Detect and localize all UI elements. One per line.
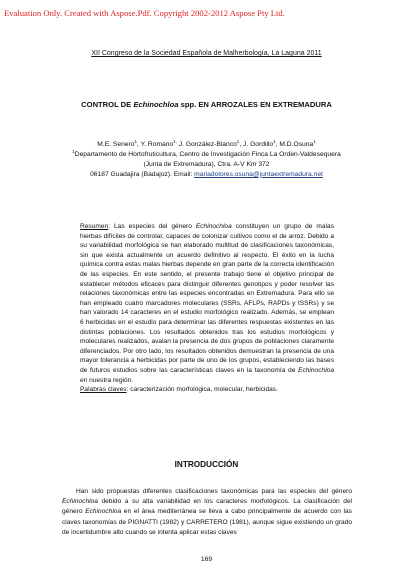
affiliation-line-1 — [30, 150, 383, 160]
author-block — [30, 140, 383, 180]
affiliation-line-2: (Junta de Extremadura), Ctra. A-V Km 372 — [143, 160, 270, 168]
title-suffix: spp. EN ARROZALES EN EXTREMADURA — [178, 100, 332, 109]
intro-text: en el área mediterránea se lleva a cabo principalmente de acuerdo con las claves taxonomías de PIGNATTI (1982) y CARRETERO (1981), aunque sigue existiendo un grado de incertidumbre alto cuando se intenta aplicar estas claves — [62, 508, 352, 536]
intro-genus: Echinochloa — [62, 498, 98, 506]
abstract-text: en nuestra región. — [80, 376, 134, 384]
introduction-paragraph — [62, 487, 352, 538]
congress-header: XII Congreso de la Sociedad Española de Malherbología, La Laguna 2011 — [91, 50, 322, 57]
abstract-label: Resumen — [80, 223, 109, 230]
keywords — [80, 385, 334, 395]
intro-text: Han sido propuestas diferentes clasificaciones taxonómicas para las especies del género — [76, 488, 352, 495]
affiliation-mark: 1 — [72, 148, 75, 154]
keywords-text: : caracterización morfológica, molecular, herbicidas. — [126, 386, 278, 394]
abstract-genus: Echinochloa — [298, 366, 334, 374]
address-text: 06187 Guadajira (Badajoz). Email: — [90, 170, 195, 178]
keywords-label: Palabras claves — [80, 386, 127, 394]
abstract-genus: Echinochloa — [195, 223, 232, 230]
author-list — [30, 140, 383, 150]
author-name: M.E. Senero — [97, 141, 135, 148]
author-affiliation-mark: 1 — [313, 138, 316, 144]
author-affiliation-mark: 1, — [173, 138, 177, 144]
email-link[interactable]: mariadolores.osuna@juntaextremadura.net — [194, 170, 323, 178]
author-name: J. Gordillo — [243, 141, 274, 148]
affiliation-text: Departamento de Hortofruticultura, Centro de Investigación Finca La Orden-Valdesequera — [74, 150, 341, 158]
abstract — [80, 222, 334, 395]
author-separator: , — [275, 141, 280, 148]
intro-genus: Echinochloa — [85, 508, 122, 516]
author-separator: , — [239, 141, 244, 148]
abstract-body — [80, 222, 334, 385]
page-number: 169 — [200, 556, 213, 563]
address-line — [30, 170, 383, 180]
intro-text: debido a su alta variabilidad en los caracteres morfológicos. La clasificación del género — [62, 498, 352, 516]
author-name: J. González-Blanco — [178, 141, 237, 148]
abstract-text: constituyen un grupo de malas hierbas difíciles de controlar, capaces de colonizar cultivos como el de arroz. Debido a su variabilidad morfológica se han elaborado multitud de clasificaciones taxonómicas, sin que exista actualmente un acuerdo definitivo al respecto. El éxito en la lucha química contra estas malas hierbas depende en gran parte de la correcta identificación de las especies. En este sentido, el presente trabajo tiene el objetivo principal de establecer métodos eficaces para distinguir diferentes genotipos y poder resolver las relaciones taxonómicas entre las especies encontradas en Extremadura. Para ello se han empleado cuatro marcadores moleculares (SSRs, AFLPs, RAPDs y ISSRs) y se han valorado 14 caracteres en el estudio morfológico realizado. Además, se emplean 6 herbicidas en el estudio para determinar las diferentes respuestas existentes en las distintas poblaciones. Los resultados obtenidos tras los estudios morfológicos y moleculares realizados, avalan la presencia de dos grupos de poblaciones claramente diferenciados. Por otro lado, los resultados obtenidos demuestran la presencia de una mayor tolerancia a herbicidas por parte de uno de los grupos, estableciendo las bases de futuros estudios sobre las características claves en la taxonomía de — [80, 223, 335, 374]
title-genus: Echinochloa — [133, 100, 179, 109]
section-heading-introduction: INTRODUCCIÓN — [174, 460, 239, 469]
paper-title — [0, 100, 413, 109]
author-affiliation-mark: 1 — [236, 138, 240, 144]
author-affiliation-mark: 1 — [134, 138, 137, 144]
author-name: M.D.Osuna — [279, 141, 314, 148]
author-name: Y. Romano — [140, 141, 174, 148]
author-separator: , — [136, 141, 141, 148]
evaluation-watermark: Evaluation Only. Created with Aspose.Pdf. Copyright 2002-2012 Aspose Pty Ltd. — [4, 8, 285, 18]
abstract-text: : Las especies del género — [108, 223, 196, 230]
title-prefix: CONTROL DE — [81, 100, 134, 109]
author-affiliation-mark: 1 — [273, 138, 276, 144]
